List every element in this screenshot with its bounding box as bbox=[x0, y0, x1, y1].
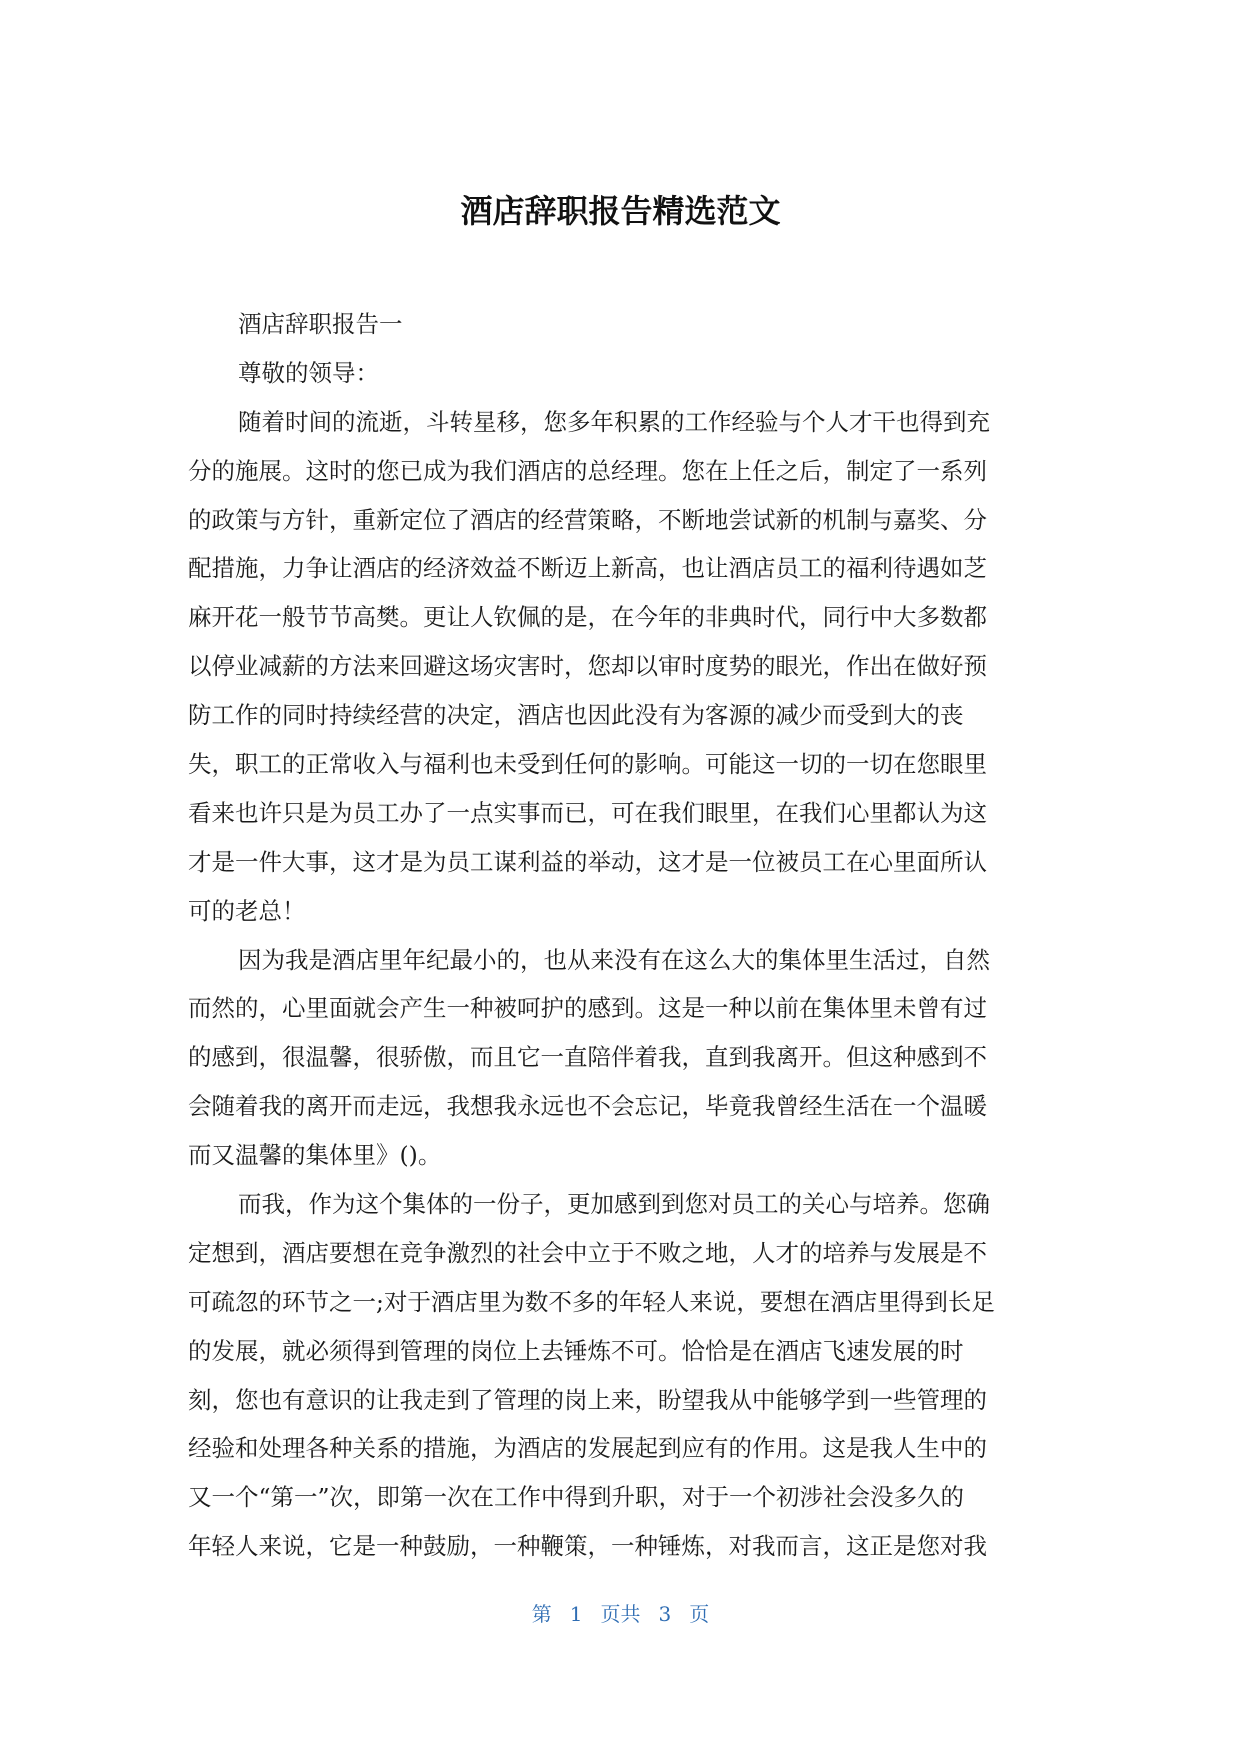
text-line-19: 而我，作为这个集体的一份子，更加感到到您对员工的关心与培养。您确 bbox=[238, 1190, 990, 1219]
text-line-12: 才是一件大事，这才是为员工谋利益的举动，这才是一位被员工在心里面所认 bbox=[188, 847, 987, 876]
document-title: 酒店辞职报告精选范文 bbox=[460, 192, 781, 230]
text-line-6: 配措施，力争让酒店的经济效益不断迈上新高，也让酒店员工的福利待遇如芝 bbox=[188, 554, 987, 583]
current-page-number: 1 bbox=[569, 1602, 583, 1626]
page-footer bbox=[0, 1600, 1241, 1628]
text-line-17: 会随着我的离开而走远，我想我永远也不会忘记，毕竟我曾经生活在一个温暖 bbox=[188, 1092, 987, 1121]
page-label-mid: 页共 bbox=[600, 1602, 641, 1626]
text-line-23: 刻，您也有意识的让我走到了管理的岗上来，盼望我从中能够学到一些管理的 bbox=[188, 1385, 987, 1414]
text-line-1: 酒店辞职报告一 bbox=[238, 310, 403, 338]
total-page-count: 3 bbox=[658, 1602, 672, 1626]
text-line-16: 的感到，很温馨，很骄傲，而且它一直陪伴着我，直到我离开。但这种感到不 bbox=[188, 1043, 987, 1072]
text-line-4: 分的施展。这时的您已成为我们酒店的总经理。您在上任之后，制定了一系列 bbox=[188, 456, 987, 485]
text-line-7: 麻开花一般节节高樊。更让人钦佩的是，在今年的非典时代，同行中大多数都 bbox=[188, 603, 987, 632]
text-line-24: 经验和处理各种关系的措施，为酒店的发展起到应有的作用。这是我人生中的 bbox=[188, 1434, 987, 1463]
text-line-5: 的政策与方针，重新定位了酒店的经营策略，不断地尝试新的机制与嘉奖、分 bbox=[188, 505, 987, 534]
text-line-3: 随着时间的流逝，斗转星移，您多年积累的工作经验与个人才干也得到充 bbox=[238, 407, 990, 436]
text-line-8: 以停业减薪的方法来回避这场灾害时，您却以审时度势的眼光，作出在做好预 bbox=[188, 652, 987, 681]
text-line-2: 尊敬的领导： bbox=[238, 358, 379, 387]
text-line-10: 失，职工的正常收入与福利也未受到任何的影响。可能这一切的一切在您眼里 bbox=[188, 750, 987, 779]
text-line-9: 防工作的同时持续经营的决定，酒店也因此没有为客源的减少而受到大的丧 bbox=[188, 701, 964, 730]
text-line-18: 而又温馨的集体里》()。 bbox=[188, 1141, 442, 1170]
text-line-22: 的发展，就必须得到管理的岗位上去锤炼不可。恰恰是在酒店飞速发展的时 bbox=[188, 1336, 964, 1365]
text-line-11: 看来也许只是为员工办了一点实事而已，可在我们眼里，在我们心里都认为这 bbox=[188, 798, 987, 827]
text-line-21: 可疏忽的环节之一;对于酒店里为数不多的年轻人来说，要想在酒店里得到长足 bbox=[188, 1287, 995, 1316]
text-line-13: 可的老总！ bbox=[188, 896, 306, 925]
text-line-26: 年轻人来说，它是一种鼓励，一种鞭策，一种锤炼，对我而言，这正是您对我 bbox=[188, 1532, 987, 1561]
page-label-prefix: 第 bbox=[531, 1602, 552, 1626]
text-line-20: 定想到，酒店要想在竞争激烈的社会中立于不败之地，人才的培养与发展是不 bbox=[188, 1238, 987, 1267]
text-line-15: 而然的，心里面就会产生一种被呵护的感到。这是一种以前在集体里未曾有过 bbox=[188, 994, 987, 1023]
text-line-14: 因为我是酒店里年纪最小的，也从来没有在这么大的集体里生活过，自然 bbox=[238, 945, 990, 974]
text-line-25: 又一个“第一”次，即第一次在工作中得到升职，对于一个初涉社会没多久的 bbox=[188, 1483, 965, 1512]
document-body bbox=[188, 300, 1058, 1571]
page-label-suffix: 页 bbox=[689, 1602, 710, 1626]
